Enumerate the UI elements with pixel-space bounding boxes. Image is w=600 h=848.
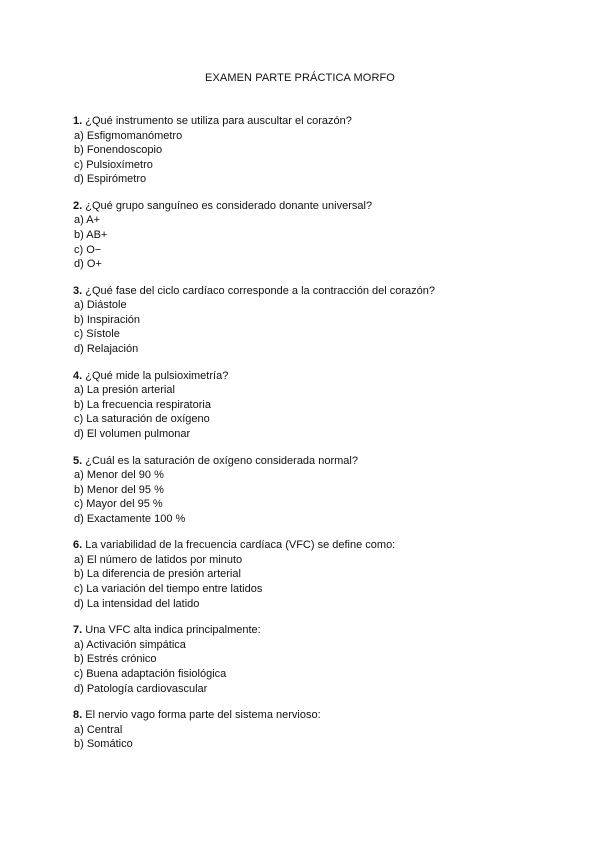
question-prompt: La variabilidad de la frecuencia cardíaca (VFC) se define como: [85, 539, 396, 552]
answer-option: d) Patología cardiovascular [74, 682, 208, 695]
question-prompt: Una VFC alta indica principalmente: [85, 624, 261, 637]
question-text [73, 284, 553, 299]
question-number: 5. [73, 454, 83, 467]
answer-option: c) La saturación de oxígeno [74, 413, 210, 426]
answer-option: d) Exactamente 100 % [74, 512, 186, 525]
answer-option: d) Relajación [74, 343, 139, 356]
answer-option: a) Activación simpática [74, 638, 186, 651]
answer-option: d) La intensidad del latido [74, 597, 200, 610]
answer-option: b) Estrés crónico [74, 653, 157, 666]
answer-option: b) Inspiración [74, 313, 141, 326]
answer-option: b) AB+ [74, 228, 108, 241]
answer-option: a) El número de latidos por minuto [74, 553, 243, 566]
answer-option: c) Buena adaptación fisiológica [74, 667, 227, 680]
question-prompt: El nervio vago forma parte del sistema nervioso: [85, 709, 321, 722]
question-number: 3. [73, 284, 83, 297]
question-text [73, 538, 553, 553]
answer-option: b) La frecuencia respiratoria [74, 398, 211, 411]
question-prompt: ¿Qué grupo sanguíneo es considerado donante universal? [85, 199, 373, 212]
answer-option: c) Sístole [74, 328, 120, 341]
question-text [73, 623, 553, 638]
question-number: 2. [73, 199, 83, 212]
question-number: 7. [73, 624, 83, 637]
question-list [73, 114, 553, 764]
question-number: 1. [73, 115, 83, 127]
question-1 [73, 114, 553, 187]
question-number: 8. [73, 709, 83, 722]
question-text [73, 114, 553, 129]
question-text [73, 369, 553, 384]
question-prompt: ¿Qué instrumento se utiliza para auscultar el corazón? [85, 115, 352, 127]
answer-option: a) La presión arterial [74, 384, 175, 397]
question-3 [73, 284, 553, 357]
answer-option: a) Menor del 90 % [74, 469, 164, 481]
answer-option: b) La diferencia de presión arterial [74, 568, 241, 581]
answer-option: c) Mayor del 95 % [74, 498, 163, 511]
question-4 [73, 369, 553, 442]
answer-option: d) Espirómetro [74, 173, 147, 186]
answer-option: a) A+ [74, 214, 100, 227]
answer-option: b) Somático [74, 738, 133, 751]
question-8 [73, 708, 553, 752]
answer-option: c) La variación del tiempo entre latidos [74, 583, 263, 596]
question-text [73, 454, 553, 469]
question-number: 4. [73, 369, 83, 382]
question-6 [73, 538, 553, 611]
answer-option: c) Pulsioxímetro [74, 158, 153, 171]
question-text [73, 708, 553, 723]
answer-option: d) El volumen pulmonar [74, 427, 191, 440]
answer-option: a) Central [74, 723, 123, 736]
question-number: 6. [73, 539, 83, 552]
question-prompt: ¿Qué mide la pulsioximetría? [85, 369, 229, 382]
answer-option: a) Diástole [74, 299, 127, 312]
question-2 [73, 199, 553, 272]
answer-option: b) Menor del 95 % [74, 483, 164, 496]
answer-option: b) Fonendoscopio [74, 144, 163, 157]
question-5 [73, 454, 553, 527]
question-text [73, 199, 553, 214]
answer-option: a) Esfigmomanómetro [74, 129, 183, 142]
question-prompt: ¿Cuál es la saturación de oxígeno considerada normal? [85, 454, 358, 467]
answer-option: d) O+ [74, 258, 102, 271]
answer-option: c) O− [74, 243, 102, 256]
exam-title: EXAMEN PARTE PRÁCTICA MORFO [205, 72, 395, 84]
question-7 [73, 623, 553, 696]
question-prompt: ¿Qué fase del ciclo cardíaco corresponde a la contracción del corazón? [85, 284, 435, 297]
